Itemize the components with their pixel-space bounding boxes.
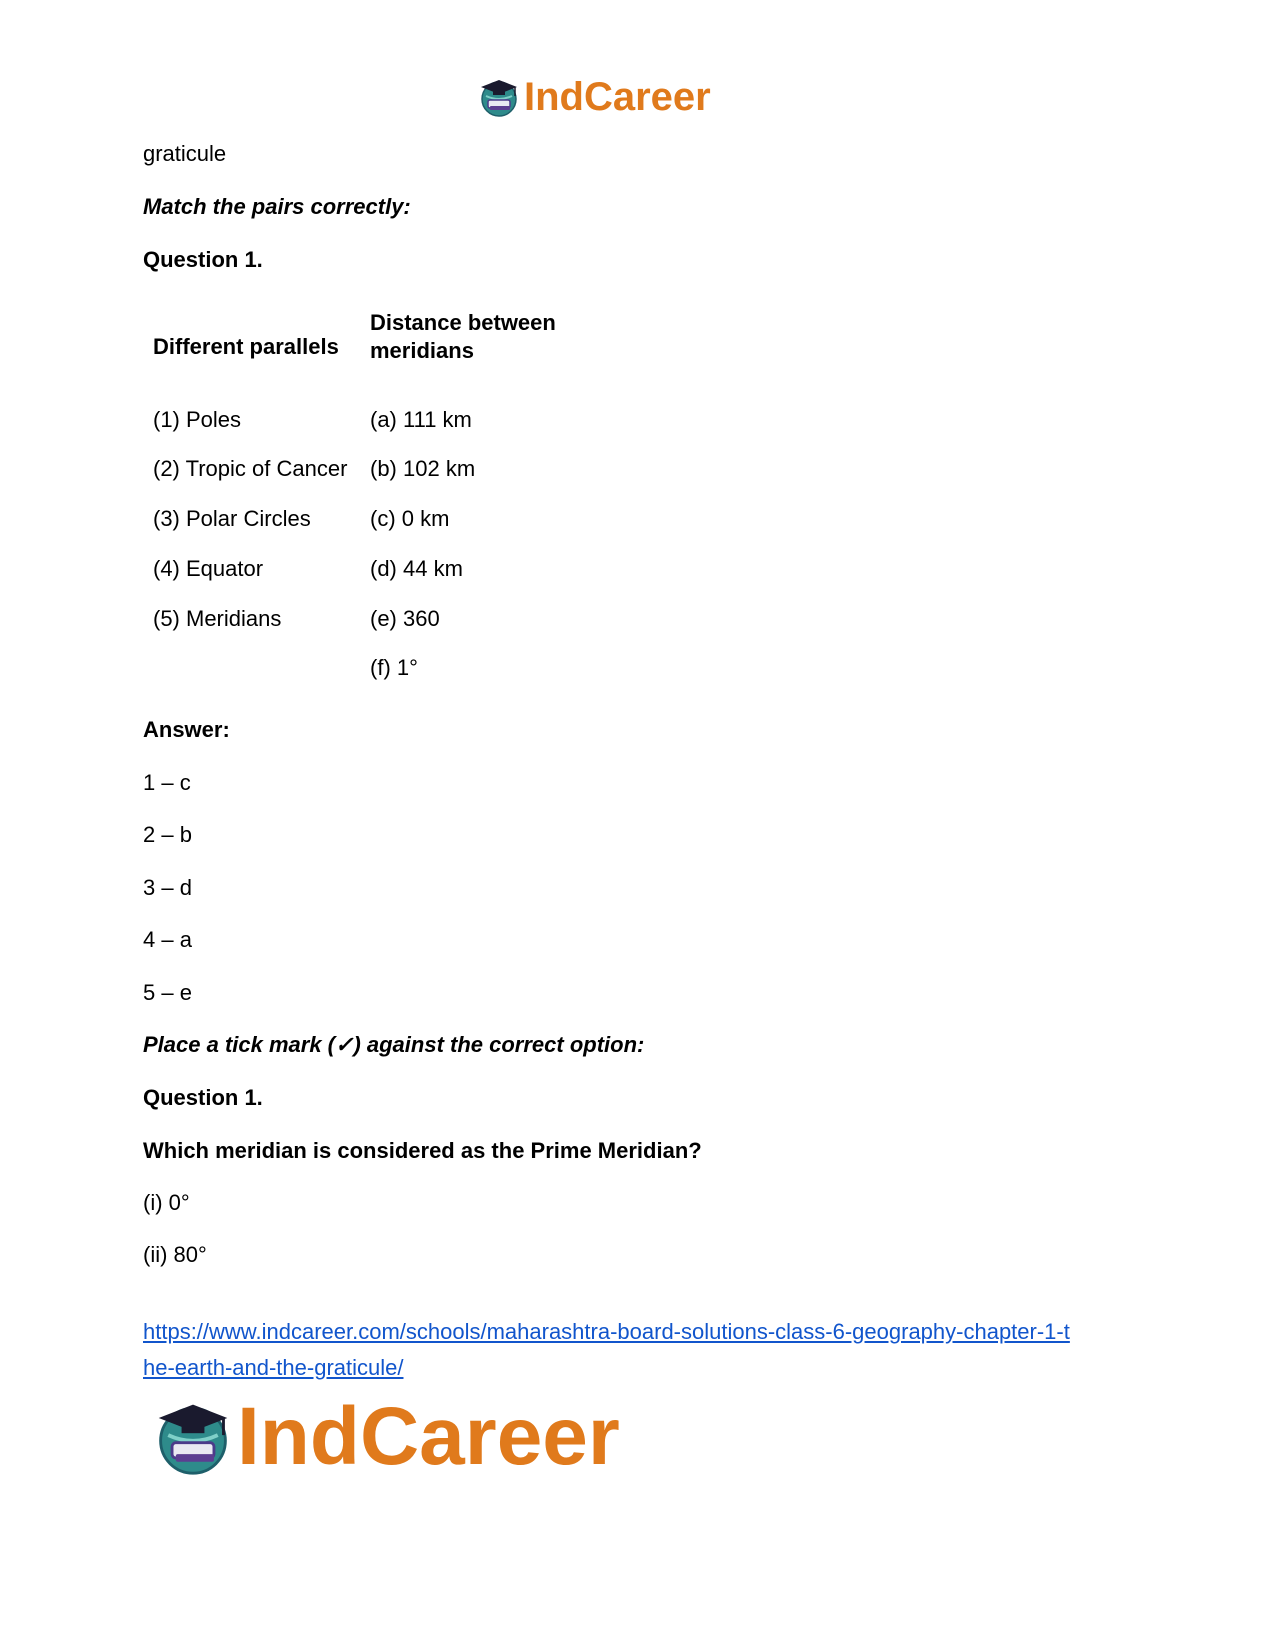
header-logo xyxy=(478,76,711,118)
answer-item-5: 5 – e xyxy=(143,980,192,1005)
table-header-col1: Different parallels xyxy=(153,334,339,359)
table-row-6-col2: (f) 1° xyxy=(370,655,418,680)
question-text: Which meridian is considered as the Prime Meridian? xyxy=(143,1138,702,1163)
table-row-4-col1: (4) Equator xyxy=(153,556,264,581)
question-label-2: Question 1. xyxy=(143,1085,263,1110)
table-row-3-col1: (3) Polar Circles xyxy=(153,506,311,531)
table-row-1-col1: (1) Poles xyxy=(153,407,242,432)
table-row-3-col2: (c) 0 km xyxy=(370,506,450,531)
section-heading-match: Match the pairs correctly: xyxy=(143,194,411,219)
footer-logo xyxy=(153,1391,620,1482)
table-row-5-col1: (5) Meridians xyxy=(153,606,282,631)
graduation-globe-icon xyxy=(478,76,520,118)
answer-item-1: 1 – c xyxy=(143,770,191,795)
question-label: Question 1. xyxy=(143,247,263,272)
table-header-col2-line1: Distance between xyxy=(370,310,556,335)
table-header-col2-line2: meridians xyxy=(370,338,474,363)
table-row-1-col2: (a) 111 km xyxy=(370,407,472,432)
source-link[interactable] xyxy=(143,1314,1070,1386)
answer-item-4: 4 – a xyxy=(143,927,192,952)
table-row-5-col2: (e) 360 xyxy=(370,606,440,631)
source-link-line1[interactable]: https://www.indcareer.com/schools/maharashtra-board-solutions-class-6-geography-chapter-1-t xyxy=(143,1319,1070,1344)
table-row-2-col1: (2) Tropic of Cancer xyxy=(153,456,348,481)
option-2: (ii) 80° xyxy=(143,1242,207,1267)
footer-logo-text: IndCareer xyxy=(237,1391,620,1482)
section-heading-tick: Place a tick mark (✓) against the correct option: xyxy=(143,1032,645,1057)
table-row-2-col2: (b) 102 km xyxy=(370,456,476,481)
header-logo-text: IndCareer xyxy=(524,75,711,119)
answer-item-2: 2 – b xyxy=(143,822,192,847)
option-1: (i) 0° xyxy=(143,1190,190,1215)
graduation-globe-icon xyxy=(153,1397,233,1477)
table-header-col2 xyxy=(370,309,556,365)
match-table xyxy=(143,300,663,700)
answer-item-3: 3 – d xyxy=(143,875,192,900)
table-row-4-col2: (d) 44 km xyxy=(370,556,463,581)
intro-word: graticule xyxy=(143,141,227,166)
answer-label: Answer: xyxy=(143,717,230,742)
source-link-line2[interactable]: he-earth-and-the-graticule/ xyxy=(143,1355,404,1380)
